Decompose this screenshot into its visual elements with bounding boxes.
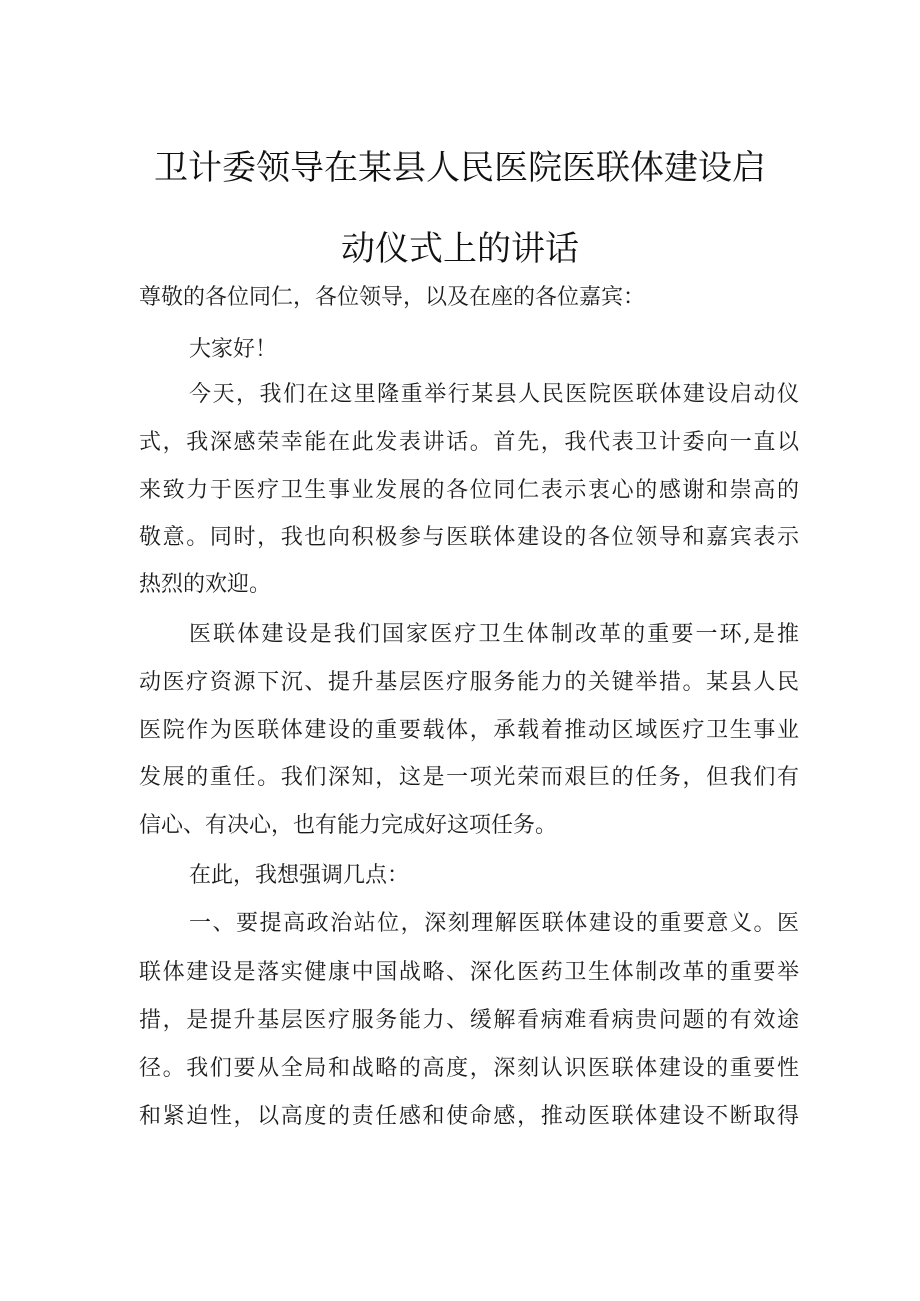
body-line: 在此，我想强调几点： xyxy=(189,863,410,888)
body-line: 医院作为医联体建设的重要载体，承载着推动区域医疗卫生事业 xyxy=(139,718,799,743)
body-line: 和紧迫性，以高度的责任感和使命感，推动医联体建设不断取得 xyxy=(139,1104,799,1129)
body-line: 措，是提升基层医疗服务能力、缓解看病难看病贵问题的有效途 xyxy=(139,1008,799,1033)
body-line: 敬意。同时，我也向积极参与医联体建设的各位领导和嘉宾表示 xyxy=(139,525,799,550)
salutation-line: 尊敬的各位同仁，各位领导，以及在座的各位嘉宾： xyxy=(139,285,646,310)
body-line: 今天，我们在这里隆重举行某县人民医院医联体建设启动仪 xyxy=(189,382,799,407)
body-line: 医联体建设是我们国家医疗卫生体制改革的重要一环,是推 xyxy=(189,622,799,647)
body-line: 一、要提高政治站位，深刻理解医联体建设的重要意义。医 xyxy=(189,911,799,936)
body-line: 信心、有决心，也有能力完成好这项任务。 xyxy=(139,813,558,838)
body-line: 径。我们要从全局和战略的高度，深刻认识医联体建设的重要性 xyxy=(139,1056,799,1081)
body-line: 联体建设是落实健康中国战略、深化医药卫生体制改革的重要举 xyxy=(139,960,799,985)
body-line: 动医疗资源下沉、提升基层医疗服务能力的关键举措。某县人民 xyxy=(139,670,799,695)
body-line: 式，我深感荣幸能在此发表讲话。首先，我代表卫计委向一直以 xyxy=(139,430,799,455)
body-line: 热烈的欢迎。 xyxy=(139,572,272,597)
greeting-line: 大家好！ xyxy=(189,337,278,362)
body-line: 发展的重任。我们深知，这是一项光荣而艰巨的任务，但我们有 xyxy=(139,765,799,790)
document-title-line-2: 动仪式上的讲话 xyxy=(341,229,579,269)
body-line: 来致力于医疗卫生事业发展的各位同仁表示衷心的感谢和崇高的 xyxy=(139,478,799,503)
document-title-line-1: 卫计委领导在某县人民医院医联体建设启 xyxy=(154,148,766,188)
